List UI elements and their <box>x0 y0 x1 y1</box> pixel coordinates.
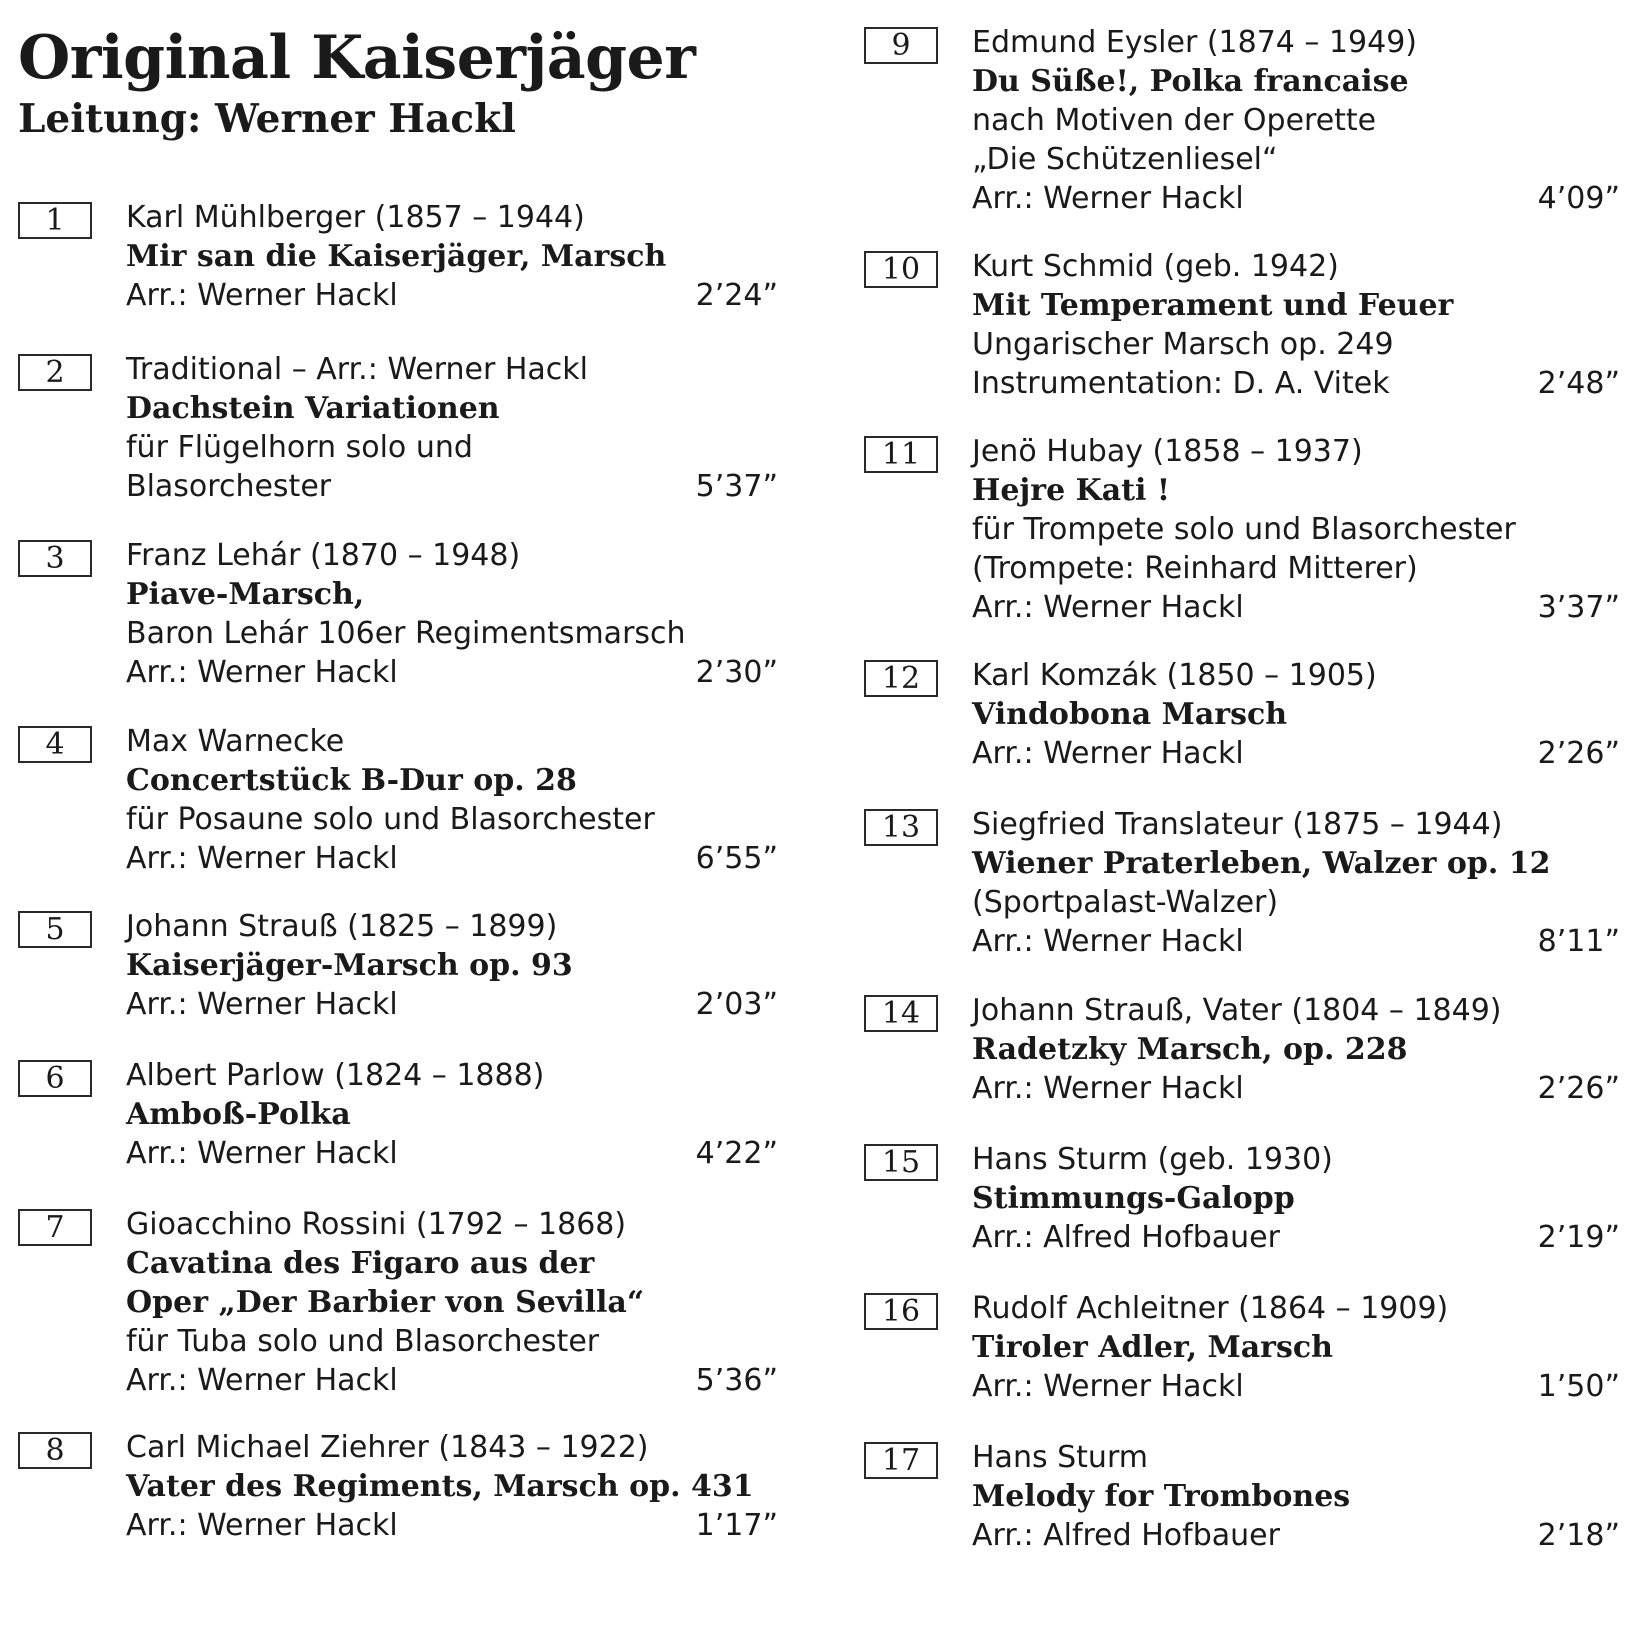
track-number: 14 <box>864 995 938 1032</box>
track-composer-text: Jenö Hubay (1858 – 1937) <box>972 434 1363 469</box>
track-title-text: Mir san die Kaiserjäger, Marsch <box>126 239 667 274</box>
track-detail-line <box>126 1134 778 1173</box>
track-detail-line-text: Arr.: Werner Hackl <box>126 1508 398 1543</box>
track-detail-line <box>126 1361 778 1400</box>
track-composer <box>126 536 778 575</box>
track-entry <box>864 805 1620 985</box>
track-number: 10 <box>864 251 938 288</box>
track-title <box>126 946 778 985</box>
track-detail-line <box>972 1069 1620 1108</box>
track-title-text: Tiroler Adler, Marsch <box>972 1330 1333 1365</box>
track-detail-line-text: für Flügelhorn solo und <box>126 430 473 465</box>
track-detail-line <box>972 549 1620 588</box>
track-duration: 2’19” <box>1537 1220 1620 1255</box>
track-detail-line-text: Arr.: Werner Hackl <box>126 278 398 313</box>
track-duration: 5’37” <box>695 469 778 504</box>
track-text <box>126 1056 778 1173</box>
track-title-text: Mit Temperament und Feuer <box>972 288 1454 323</box>
track-title <box>126 1283 778 1322</box>
track-text <box>972 656 1620 773</box>
track-entry <box>18 722 778 902</box>
track-detail-line <box>972 101 1620 140</box>
track-composer <box>126 1205 778 1244</box>
track-detail-line-text: Arr.: Werner Hackl <box>126 841 398 876</box>
track-duration: 2’18” <box>1537 1518 1620 1553</box>
track-number: 6 <box>18 1060 92 1097</box>
track-detail-line-text: Arr.: Werner Hackl <box>972 1369 1244 1404</box>
track-duration: 6’55” <box>695 841 778 876</box>
track-detail-line-text: Arr.: Werner Hackl <box>972 590 1244 625</box>
track-detail-line-text: Arr.: Werner Hackl <box>972 924 1244 959</box>
track-detail-line-text: Arr.: Werner Hackl <box>126 987 398 1022</box>
track-title <box>972 1477 1620 1516</box>
track-text <box>972 432 1620 627</box>
track-title <box>126 237 778 276</box>
track-number: 4 <box>18 726 92 763</box>
track-detail-line <box>126 800 778 839</box>
track-number: 8 <box>18 1432 92 1469</box>
track-composer-text: Max Warnecke <box>126 724 345 759</box>
track-detail-line <box>126 276 778 315</box>
track-detail-line <box>972 1367 1620 1406</box>
track-composer <box>972 432 1620 471</box>
track-detail-line <box>972 510 1620 549</box>
track-detail-line <box>126 839 778 878</box>
track-detail-line-text: Arr.: Alfred Hofbauer <box>972 1220 1280 1255</box>
track-composer-text: Karl Mühlberger (1857 – 1944) <box>126 200 585 235</box>
track-number: 13 <box>864 809 938 846</box>
track-duration: 1’50” <box>1537 1369 1620 1404</box>
conductor-line: Leitung: Werner Hackl <box>18 96 516 142</box>
track-text <box>972 247 1620 403</box>
track-detail-line <box>972 588 1620 627</box>
track-detail-line-text: Blasorchester <box>126 469 332 504</box>
track-text <box>126 350 778 506</box>
track-title <box>972 62 1620 101</box>
track-composer <box>126 1428 778 1467</box>
track-text <box>126 198 778 315</box>
track-duration: 5’36” <box>695 1363 778 1398</box>
track-title-text: Hejre Kati ! <box>972 473 1171 508</box>
track-title-text: Vindobona Marsch <box>972 697 1288 732</box>
track-composer-text: Albert Parlow (1824 – 1888) <box>126 1058 545 1093</box>
track-title <box>126 1095 778 1134</box>
track-entry <box>864 247 1620 427</box>
track-detail-line <box>972 1218 1620 1257</box>
track-detail-line-text: Arr.: Werner Hackl <box>126 1136 398 1171</box>
track-title <box>126 1467 778 1506</box>
track-title-text: Cavatina des Figaro aus der <box>126 1246 595 1281</box>
track-number: 12 <box>864 660 938 697</box>
track-detail-line-text: „Die Schützenliesel“ <box>972 142 1278 177</box>
track-detail-line <box>972 734 1620 773</box>
track-detail-line <box>972 140 1620 179</box>
track-title-text: Dachstein Variationen <box>126 391 500 426</box>
track-detail-line-text: für Trompete solo und Blasorchester <box>972 512 1516 547</box>
track-detail-line-text: Arr.: Alfred Hofbauer <box>972 1518 1280 1553</box>
track-text <box>972 1438 1620 1555</box>
track-entry <box>18 1205 778 1398</box>
track-number: 3 <box>18 540 92 577</box>
track-title <box>126 761 778 800</box>
track-text <box>126 907 778 1024</box>
track-detail-line <box>126 1506 778 1545</box>
track-detail-line-text: für Tuba solo und Blasorchester <box>126 1324 600 1359</box>
track-title-text: Vater des Regiments, Marsch op. 431 <box>126 1469 754 1504</box>
track-composer <box>972 1140 1620 1179</box>
track-composer <box>972 23 1620 62</box>
track-duration: 2’03” <box>695 987 778 1022</box>
album-title: Original Kaiserjäger <box>18 23 696 93</box>
track-composer-text: Karl Komzák (1850 – 1905) <box>972 658 1377 693</box>
track-text <box>972 23 1620 218</box>
track-title <box>126 389 778 428</box>
track-composer <box>972 1289 1620 1328</box>
track-composer-text: Siegfried Translateur (1875 – 1944) <box>972 807 1503 842</box>
track-text <box>126 722 778 878</box>
track-title <box>972 1179 1620 1218</box>
track-detail-line <box>972 922 1620 961</box>
track-title-text: Concertstück B-Dur op. 28 <box>126 763 577 798</box>
track-composer <box>126 198 778 237</box>
track-title <box>972 1030 1620 1069</box>
track-composer <box>972 656 1620 695</box>
track-duration: 4’22” <box>695 1136 778 1171</box>
track-composer-text: Gioacchino Rossini (1792 – 1868) <box>126 1207 627 1242</box>
track-text <box>972 805 1620 961</box>
track-composer-text: Traditional – Arr.: Werner Hackl <box>126 352 589 387</box>
track-entry <box>18 536 778 716</box>
track-number: 2 <box>18 354 92 391</box>
track-title <box>972 844 1620 883</box>
track-detail-line-text: Arr.: Werner Hackl <box>972 1071 1244 1106</box>
track-title-text: Melody for Trombones <box>972 1479 1351 1514</box>
track-composer-text: Franz Lehár (1870 – 1948) <box>126 538 521 573</box>
track-composer-text: Johann Strauß (1825 – 1899) <box>126 909 558 944</box>
track-composer-text: Rudolf Achleitner (1864 – 1909) <box>972 1291 1449 1326</box>
track-title-text: Wiener Praterleben, Walzer op. 12 <box>972 846 1551 881</box>
track-text <box>126 536 778 692</box>
track-duration: 2’26” <box>1537 1071 1620 1106</box>
track-text <box>972 991 1620 1108</box>
track-number: 17 <box>864 1442 938 1479</box>
track-title <box>972 286 1620 325</box>
track-text <box>972 1140 1620 1257</box>
track-composer <box>972 991 1620 1030</box>
track-composer-text: Carl Michael Ziehrer (1843 – 1922) <box>126 1430 649 1465</box>
track-title-text: Kaiserjäger-Marsch op. 93 <box>126 948 573 983</box>
track-detail-line <box>126 428 778 467</box>
track-detail-line <box>126 1322 778 1361</box>
track-duration: 2’30” <box>695 655 778 690</box>
track-detail-line <box>126 467 778 506</box>
track-detail-line-text: Arr.: Werner Hackl <box>972 181 1244 216</box>
track-title-text: Oper „Der Barbier von Sevilla“ <box>126 1285 645 1320</box>
track-detail-line-text: Arr.: Werner Hackl <box>972 736 1244 771</box>
track-composer-text: Edmund Eysler (1874 – 1949) <box>972 25 1418 60</box>
track-duration: 2’26” <box>1537 736 1620 771</box>
track-detail-line <box>126 653 778 692</box>
track-composer-text: Hans Sturm <box>972 1440 1148 1475</box>
track-duration: 1’17” <box>695 1508 778 1543</box>
track-title <box>972 471 1620 510</box>
track-detail-line-text: Baron Lehár 106er Regimentsmarsch <box>126 616 686 651</box>
track-composer <box>972 805 1620 844</box>
track-composer-text: Johann Strauß, Vater (1804 – 1849) <box>972 993 1502 1028</box>
track-detail-line-text: Arr.: Werner Hackl <box>126 1363 398 1398</box>
track-text <box>126 1205 778 1400</box>
track-composer <box>126 1056 778 1095</box>
track-number: 11 <box>864 436 938 473</box>
track-title-text: Amboß-Polka <box>126 1097 351 1132</box>
track-composer <box>126 722 778 761</box>
track-text <box>972 1289 1620 1406</box>
track-title <box>126 575 778 614</box>
track-detail-line <box>972 325 1620 364</box>
track-title <box>126 1244 778 1283</box>
track-title-text: Du Süße!, Polka francaise <box>972 64 1409 99</box>
track-duration: 4’09” <box>1537 181 1620 216</box>
track-entry <box>864 432 1620 625</box>
track-number: 9 <box>864 27 938 64</box>
track-detail-line-text: Instrumentation: D. A. Vitek <box>972 366 1390 401</box>
track-detail-line-text: (Sportpalast-Walzer) <box>972 885 1279 920</box>
track-detail-line <box>972 883 1620 922</box>
track-composer-text: Hans Sturm (geb. 1930) <box>972 1142 1333 1177</box>
track-text <box>126 1428 778 1545</box>
track-duration: 8’11” <box>1537 924 1620 959</box>
track-entry <box>864 1438 1620 1618</box>
track-detail-line <box>126 614 778 653</box>
track-detail-line <box>972 1516 1620 1555</box>
track-detail-line-text: nach Motiven der Operette <box>972 103 1377 138</box>
track-entry <box>18 350 778 530</box>
track-title-text: Stimmungs-Galopp <box>972 1181 1295 1216</box>
track-title <box>972 695 1620 734</box>
track-duration: 2’48” <box>1537 366 1620 401</box>
track-composer <box>126 907 778 946</box>
track-duration: 3’37” <box>1537 590 1620 625</box>
track-number: 7 <box>18 1209 92 1246</box>
track-detail-line-text: für Posaune solo und Blasorchester <box>126 802 655 837</box>
track-title-text: Radetzky Marsch, op. 228 <box>972 1032 1408 1067</box>
track-detail-line <box>972 179 1620 218</box>
track-duration: 2’24” <box>695 278 778 313</box>
track-detail-line-text: Arr.: Werner Hackl <box>126 655 398 690</box>
header <box>18 22 695 144</box>
track-title-text: Piave-Marsch, <box>126 577 365 612</box>
track-number: 5 <box>18 911 92 948</box>
track-composer-text: Kurt Schmid (geb. 1942) <box>972 249 1339 284</box>
track-entry <box>864 23 1620 216</box>
track-detail-line-text: Ungarischer Marsch op. 249 <box>972 327 1394 362</box>
track-number: 1 <box>18 202 92 239</box>
track-composer <box>972 247 1620 286</box>
track-detail-line-text: (Trompete: Reinhard Mitterer) <box>972 551 1418 586</box>
track-entry <box>18 1428 778 1608</box>
track-composer <box>126 350 778 389</box>
track-detail-line <box>126 985 778 1024</box>
track-number: 16 <box>864 1293 938 1330</box>
track-title <box>972 1328 1620 1367</box>
track-number: 15 <box>864 1144 938 1181</box>
track-composer <box>972 1438 1620 1477</box>
track-detail-line <box>972 364 1620 403</box>
